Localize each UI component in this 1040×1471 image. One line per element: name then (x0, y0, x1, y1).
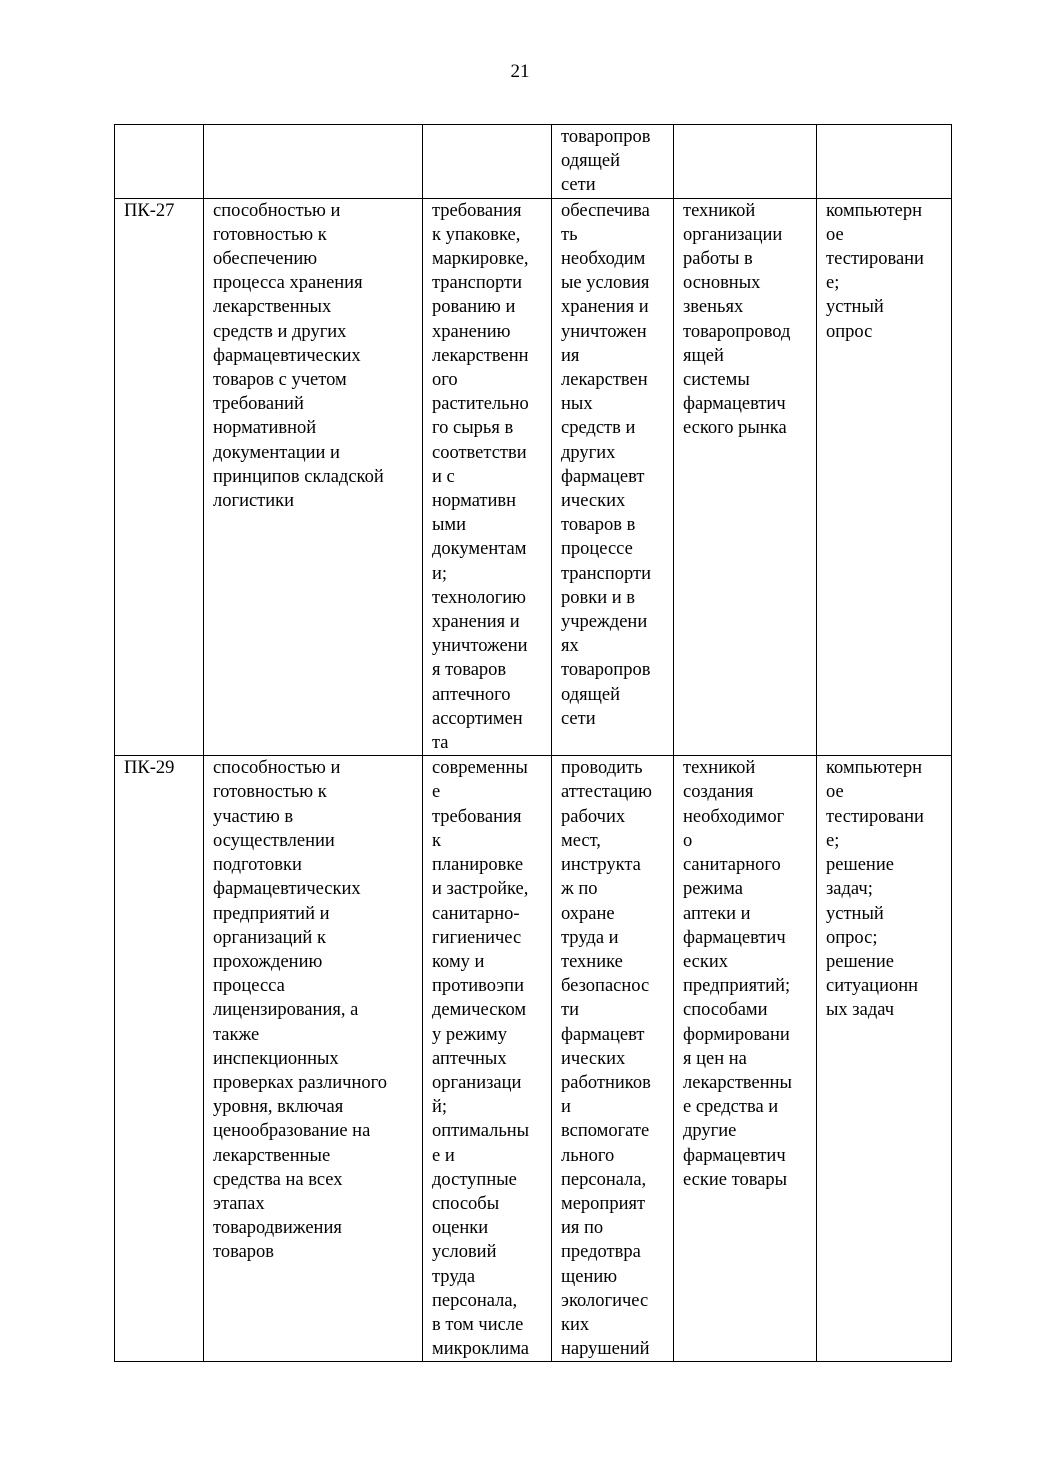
competence-code-cell: ПК-29 (115, 756, 204, 1362)
know-cell: современны е требования к планировке и застройке, санитарно- гигиеничес кому и противоэпи демическом у режиму аптечных организаци й; оптимальны е и доступные способы оценки условий труда персонала, в том числе микроклима (423, 756, 552, 1362)
competence-description-cell: способностью и готовностью к обеспечению процесса хранения лекарственных средств и других фармацевтических товаров с учетом требований нормативной документации и принципов складской логистики (204, 198, 423, 756)
competence-description-cell: способностью и готовностью к участию в осуществлении подготовки фармацевтических предприятий и организаций к прохождению процесса лицензирования, а также инспекционных проверках различного уровня, включая ценообразование на лекарственные средства на всех этапах товародвижения товаров (204, 756, 423, 1362)
own-cell: техникой создания необходимог о санитарного режима аптеки и фармацевтич еских предприятий; способами формировани я цен на лекарственны е средства и другие фармацевтич еские товары (674, 756, 817, 1362)
able-cell: проводить аттестацию рабочих мест, инструкта ж по охране труда и технике безопаснос ти фармацевт ических работников и вспомогате льного персонала, мероприят ия по предотвра щению экологичес ких нарушений (552, 756, 674, 1362)
competence-code-cell: ПК-27 (115, 198, 204, 756)
know-cell: требования к упаковке, маркировке, транспорти рованию и хранению лекарственн ого растительно го сырья в соответстви и с нормативн ыми документам и; технологию хранения и уничтожени я товаров аптечного ассортимен та (423, 198, 552, 756)
own-cell (674, 125, 817, 199)
competence-table (114, 124, 952, 1362)
assessment-cell (817, 125, 952, 199)
assessment-cell: компьютерн ое тестировани е; решение задач; устный опрос; решение ситуационн ых задач (817, 756, 952, 1362)
know-cell (423, 125, 552, 199)
own-cell: техникой организации работы в основных звеньях товаропровод ящей системы фармацевтич еского рынка (674, 198, 817, 756)
table-row (115, 125, 952, 199)
able-cell: товаропров одящей сети (552, 125, 674, 199)
competence-code-cell (115, 125, 204, 199)
page-number: 21 (510, 61, 530, 82)
table-row (115, 198, 952, 756)
able-cell: обеспечива ть необходим ые условия хранения и уничтожен ия лекарствен ных средств и других фармацевт ических товаров в процессе транспорти ровки и в учреждени ях товаропров одящей сети (552, 198, 674, 756)
table-row (115, 756, 952, 1362)
assessment-cell: компьютерн ое тестировани е; устный опрос (817, 198, 952, 756)
competence-description-cell (204, 125, 423, 199)
